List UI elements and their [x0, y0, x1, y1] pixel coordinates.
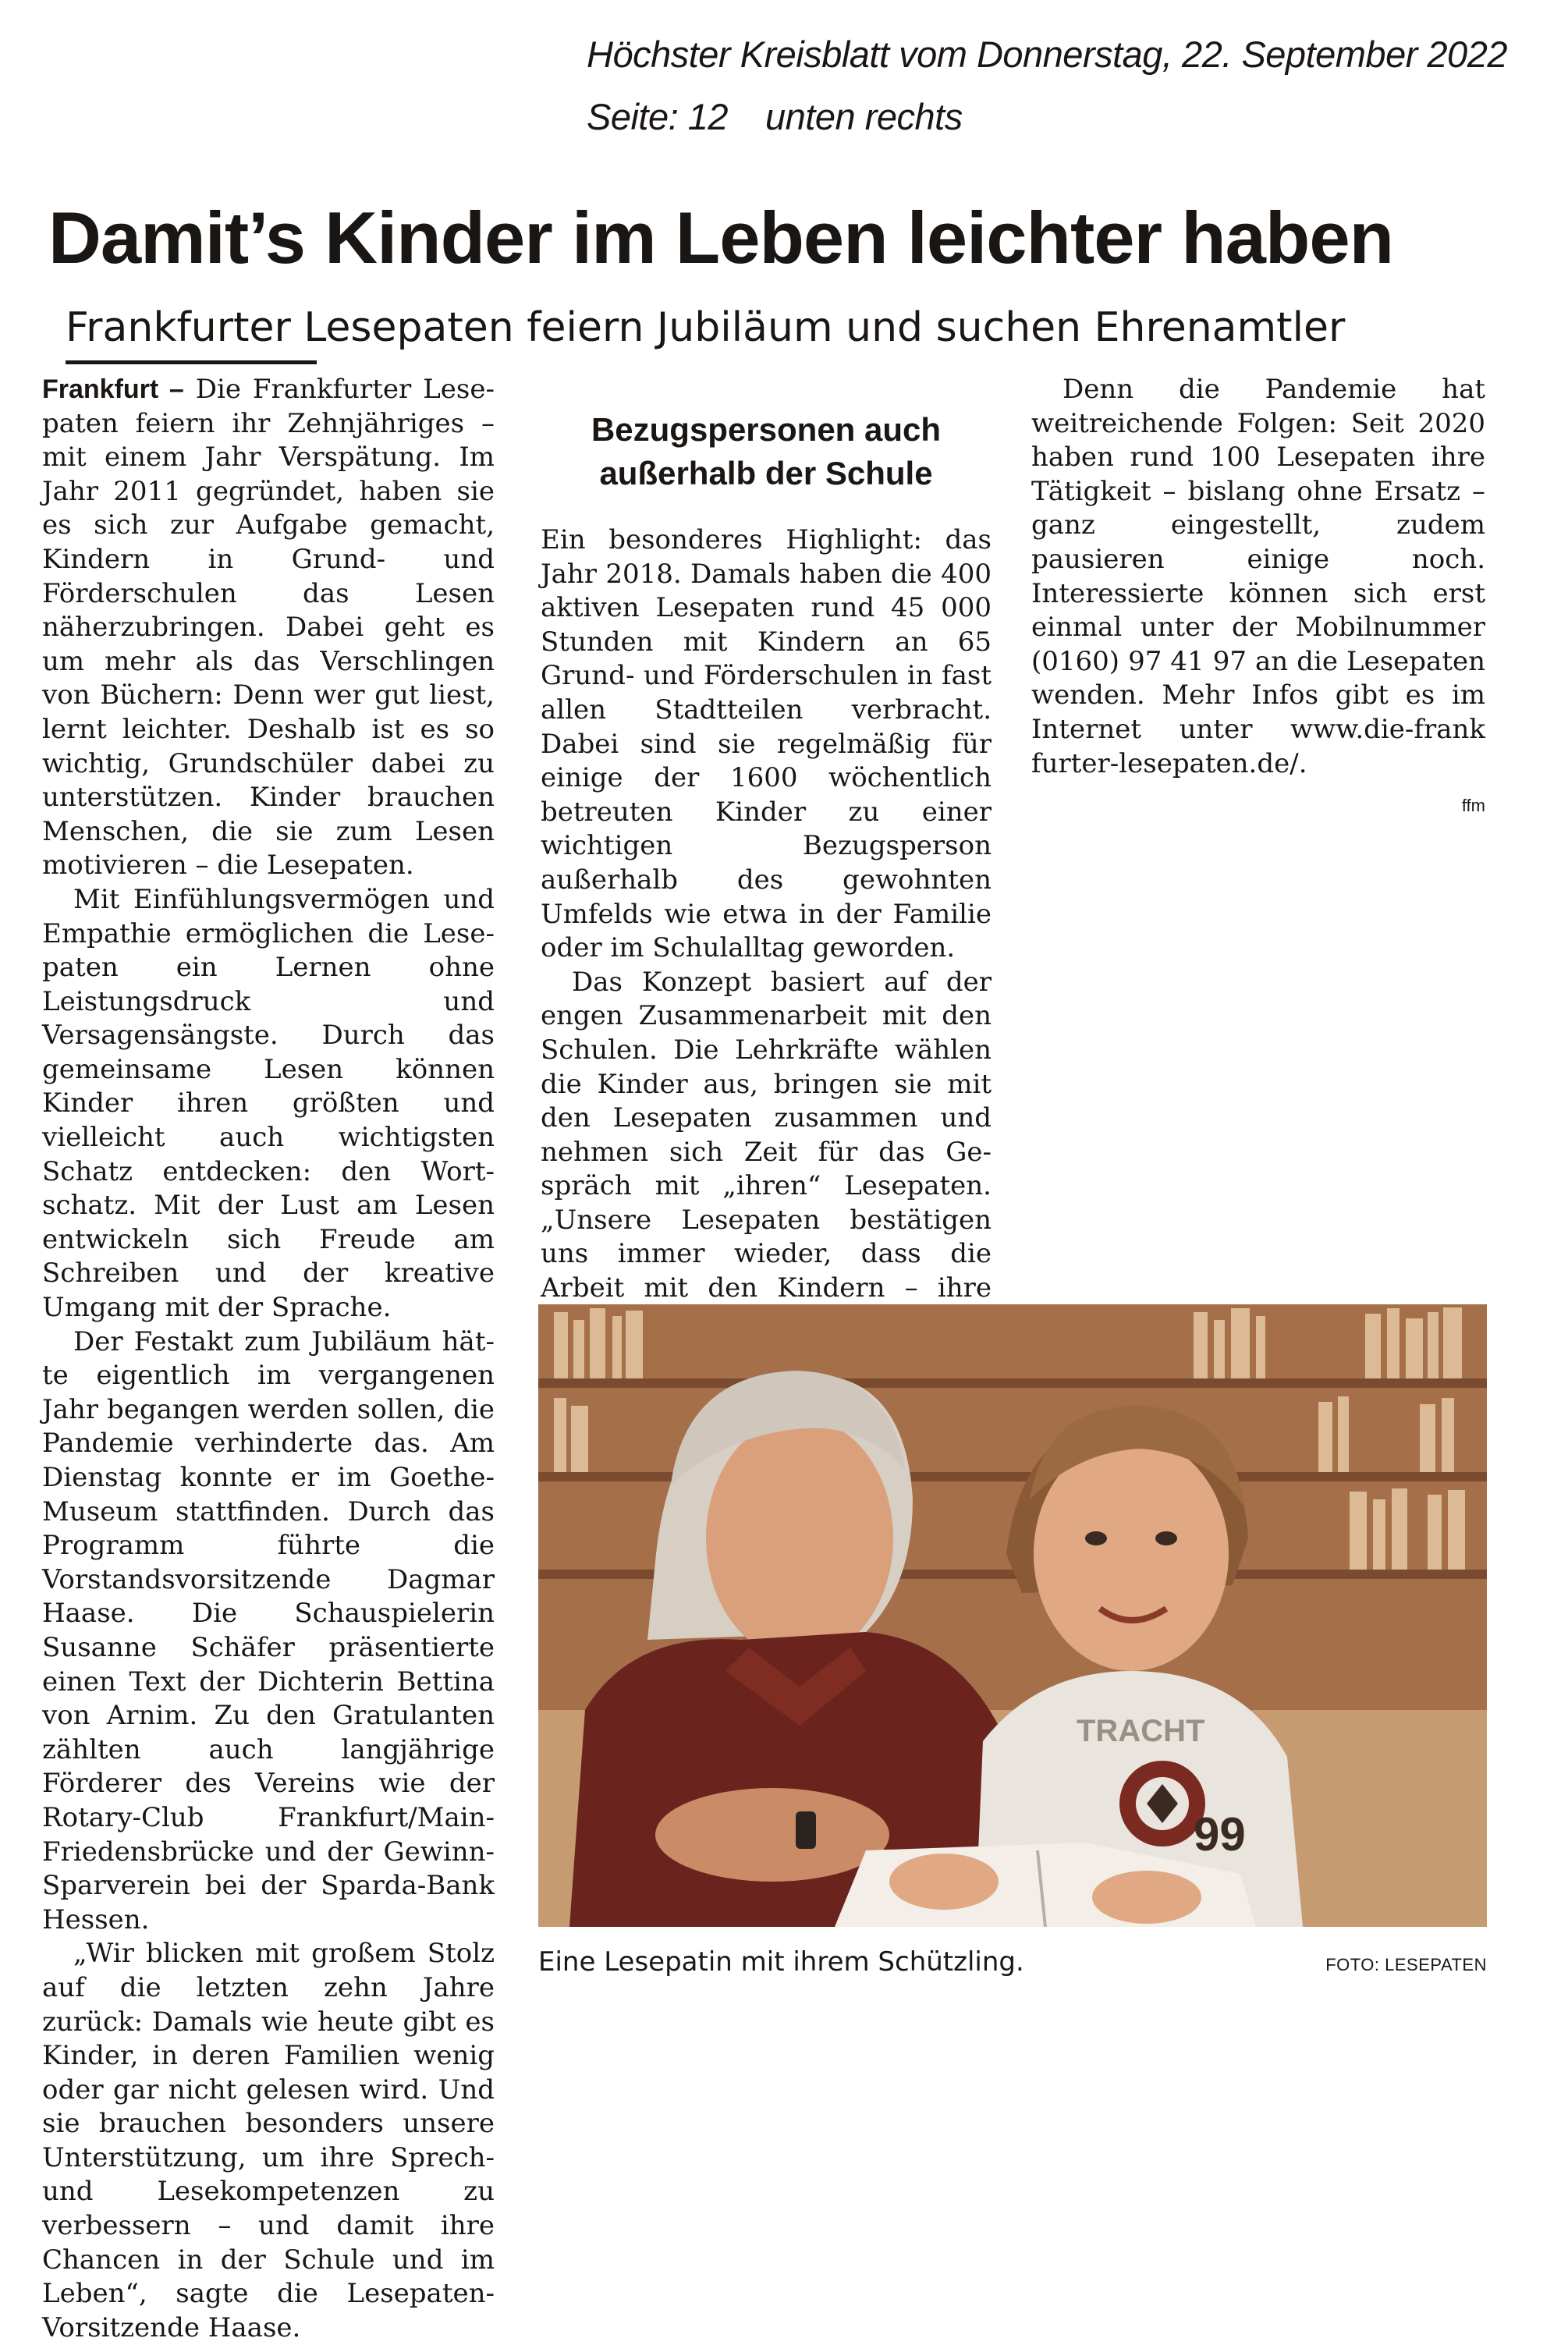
article-paragraph [42, 373, 495, 883]
source-page: Seite: 12 [587, 96, 729, 137]
article-photo [538, 1304, 1487, 1927]
article-paragraph: Denn die Pandemie hat weitreichende Folgen: Seit 2020 haben rund 100 Lesepaten ihre Tätigkeit – bislang ohne Ersatz – ganz eingestellt, zudem pausieren einige noch. Interessierte können sich erst einmal unter der Mobilnummer (0160) 97 41 97 an die Lesepaten wenden. Mehr Infos gibt es im Internet unter www.die-frank furter-lesepaten.de/. [1031, 374, 1485, 779]
photo-caption: Eine Lesepatin mit ihrem Schützling. [538, 1946, 1024, 1978]
article-column-3 [1031, 373, 1485, 823]
photo-credit: FOTO: LESEPATEN [1325, 1955, 1487, 1974]
photo-caption-row [538, 1942, 1487, 1981]
article-column-1 [42, 373, 495, 2345]
article-paragraph: Der Festakt zum Jubiläum hätte eigentlich im vergangenen Jahr begangen werden sollen, die Pandemie verhinderte das. Am Dienstag konnte er im Goethe-Museum stattfinden. Durch das Programm führte die Vorstandsvorsitzende Dagmar Haase. Die Schauspielerin Susanne Schäfer präsentierte einen Text der Dichterin Bettina von Arnim. Zu den Gratulanten zählten auch langjährige Förderer des Vereins wie der Rotary-Club Frankfurt/Main-Friedensbrücke und der Gewinn-Sparverein bei der Sparda-Bank Hessen. [42, 1325, 495, 1935]
source-page-line [587, 86, 1507, 148]
paragraph-text: Die Frankfurter Lesepaten feiern ihr Zehnjähriges – mit einem Jahr Verspätung. Im Jahr 2011 gegründet, haben sie es sich zur Aufgabe gemacht, Kindern in Grund- und Förderschulen das Lesen näherzubringen. Dabei geht es um mehr als das Verschlingen von Büchern: Denn wer gut liest, lernt leichter. Deshalb ist es so wichtig, Grundschüler dabei zu unterstützen. Kinder brauchen Menschen, die sie zum Lesen motivieren – die Lesepaten. [42, 374, 495, 882]
author-initials: ffm [1461, 796, 1485, 816]
article-paragraph: Ein besonderes Highlight: das Jahr 2018. Damals haben die 400 aktiven Lesepaten rund 45 000 Stunden mit Kindern an 65 Grund- und Förderschulen in fast allen Stadtteilen verbracht. Dabei sind sie regelmäßig für einige der 1600 wöchentlich betreuten Kinder zu einer wichtigen Bezugsperson außerhalb des gewohnten Umfelds wie etwa in der Familie oder im Schulalltag geworden. [541, 524, 992, 964]
subheadline-rule [66, 360, 317, 364]
shirt-number: 99 [1194, 1808, 1246, 1861]
dateline: Frankfurt – [42, 374, 184, 404]
intermediate-heading: Bezugspersonen auch außerhalb der Schule [591, 411, 942, 491]
article-paragraph: „Wir blicken mit großem Stolz auf die letzten zehn Jahre zurück: Damals wie heute gibt es Kinder, in deren Familien wenig oder gar nicht gelesen wird. Und sie brauchen besonders unsere Unterstützung, um ihre Sprech- und Lesekompetenzen zu verbessern – und damit ihre Chancen in der Schule und im Leben“, sagte die Lesepaten-Vorsitzende Haase. [42, 1938, 495, 2343]
article-paragraph: Das Konzept basiert auf der engen Zusammenarbeit mit den Schulen. Die Lehrkräfte wählen die Kinder aus, bringen sie mit den Lesepaten zusammen und nehmen sich Zeit für das Gespräch mit „ihren“ Lesepaten. „Unsere Lesepaten bestätigen uns immer wieder, dass die Arbeit mit den Kindern – ihre [541, 966, 992, 1304]
subheadline: Frankfurter Lesepaten feiern Jubiläum und suchen Ehrenamtler [66, 304, 1346, 351]
source-note [587, 23, 1507, 148]
photo-illustration [538, 1304, 1487, 1927]
article-paragraph: Mit Einfühlungsvermögen und Empathie ermöglichen die Lesepaten ein Lernen ohne Leistungsdruck und Versagensängste. Durch das gemeinsame Lesen können Kinder ihren größten und vielleicht auch wichtigsten Schatz entdecken: den Wortschatz. Mit der Lust am Lesen entwickeln sich Freude am Schreiben und der kreative Umgang mit der Sprache. [42, 883, 495, 1324]
source-position: unten rechts [765, 96, 963, 137]
source-publication: Höchster Kreisblatt vom Donnerstag, 22. September 2022 [587, 34, 1507, 75]
shirt-lettering: TRACHT [1077, 1714, 1205, 1748]
headline: Damit’s Kinder im Leben leichter haben [48, 197, 1394, 278]
